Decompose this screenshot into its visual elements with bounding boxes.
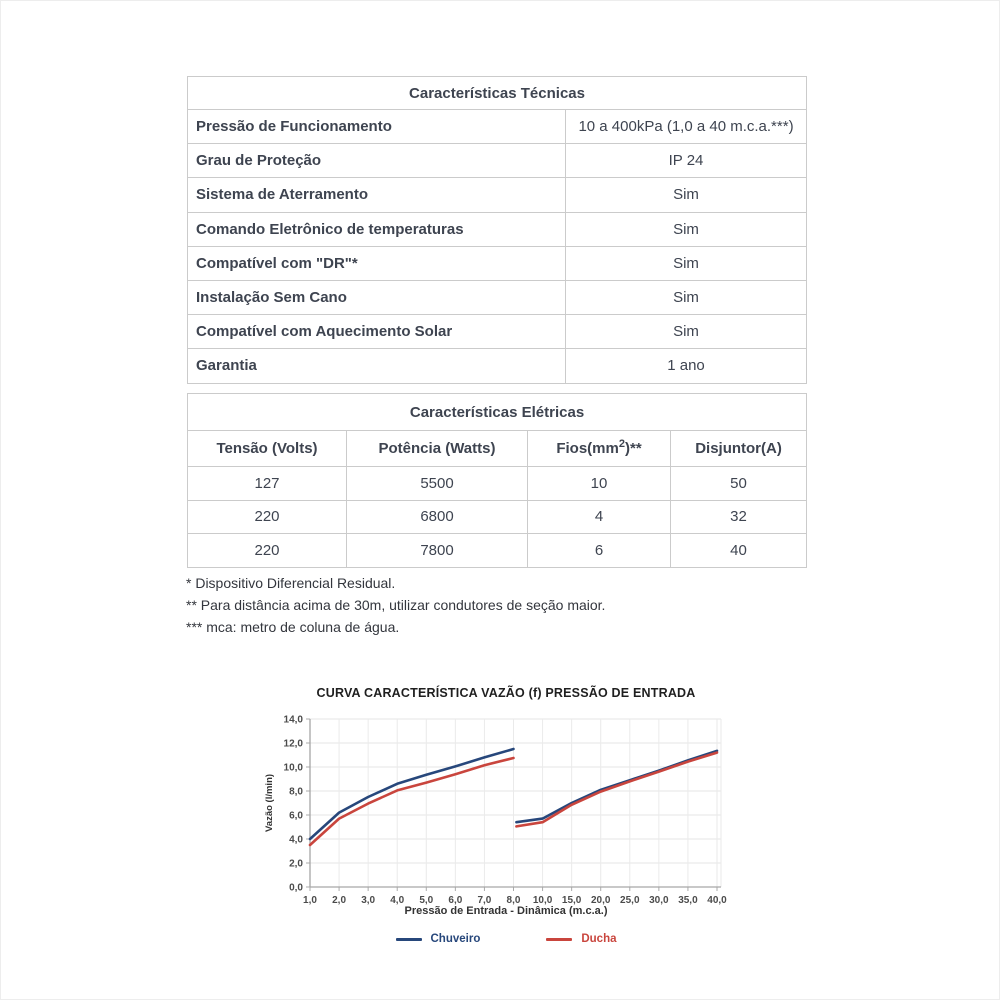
table-row xyxy=(188,77,807,110)
spec-label: Instalação Sem Cano xyxy=(188,280,566,314)
x-tick-label: 1,0 xyxy=(303,895,317,906)
legend-label-chuveiro: Chuveiro xyxy=(430,933,481,945)
chuveiro-line-swatch-icon xyxy=(396,938,422,941)
col-header-fios xyxy=(528,431,671,467)
technical-characteristics-table xyxy=(187,76,807,384)
y-tick-label: 14,0 xyxy=(283,714,303,726)
table-row xyxy=(188,500,807,534)
x-tick-label: 7,0 xyxy=(477,895,492,906)
cell-disjuntor: 40 xyxy=(671,534,807,568)
y-tick-label: 4,0 xyxy=(289,834,303,846)
table-row xyxy=(188,280,807,314)
cell-potencia: 5500 xyxy=(347,467,528,501)
y-tick-label: 6,0 xyxy=(289,810,303,822)
spec-label: Garantia xyxy=(188,349,566,383)
table-row xyxy=(188,144,807,178)
x-tick-label: 6,0 xyxy=(448,895,463,906)
spec-value: Sim xyxy=(566,315,807,349)
chart-plot-area xyxy=(250,706,762,912)
x-tick-label: 30,0 xyxy=(649,895,669,906)
y-tick-label: 0,0 xyxy=(289,882,303,894)
x-tick-label: 40,0 xyxy=(707,895,727,906)
x-tick-label: 25,0 xyxy=(620,895,640,906)
x-tick-label: 2,0 xyxy=(332,895,347,906)
legend-item-ducha xyxy=(546,933,616,945)
electrical-characteristics-table xyxy=(187,393,807,568)
spec-value: Sim xyxy=(566,280,807,314)
cell-potencia: 7800 xyxy=(347,534,528,568)
y-tick-label: 2,0 xyxy=(289,858,303,870)
cell-tensao: 220 xyxy=(188,500,347,534)
chart-title: CURVA CARACTERÍSTICA VAZÃO (f) PRESSÃO DE ENTRADA xyxy=(316,686,696,700)
flow-curve-chart xyxy=(250,686,762,966)
fios-superscript: 2 xyxy=(618,438,625,450)
spec-value: IP 24 xyxy=(566,144,807,178)
y-axis-title: Vazão (l/min) xyxy=(264,773,275,833)
x-tick-label: 15,0 xyxy=(561,895,582,906)
table-row xyxy=(188,534,807,568)
cell-disjuntor: 50 xyxy=(671,467,807,501)
series-line-chuveiro xyxy=(310,749,514,839)
col-header-potencia: Potência (Watts) xyxy=(347,431,528,467)
table-row xyxy=(188,110,807,144)
x-tick-label: 35,0 xyxy=(678,895,698,906)
chart-legend xyxy=(250,933,762,945)
spec-value: 10 a 400kPa (1,0 a 40 m.c.a.***) xyxy=(566,110,807,144)
spec-value: Sim xyxy=(566,246,807,280)
table-row xyxy=(188,467,807,501)
table-row xyxy=(188,178,807,212)
cell-fios: 6 xyxy=(528,534,671,568)
spec-label: Sistema de Aterramento xyxy=(188,178,566,212)
table-row xyxy=(188,394,807,431)
series-line-ducha xyxy=(310,758,514,845)
y-tick-label: 10,0 xyxy=(283,762,303,774)
col-header-disjuntor: Disjuntor(A) xyxy=(671,431,807,467)
x-tick-label: 3,0 xyxy=(361,895,376,906)
x-tick-label: 8,0 xyxy=(506,895,521,906)
table-row xyxy=(188,431,807,467)
spec-label: Pressão de Funcionamento xyxy=(188,110,566,144)
cell-potencia: 6800 xyxy=(347,500,528,534)
spec-label: Comando Eletrônico de temperaturas xyxy=(188,212,566,246)
table-row xyxy=(188,315,807,349)
table-title: Características Técnicas xyxy=(188,77,807,110)
cell-disjuntor: 32 xyxy=(671,500,807,534)
fios-suffix: )** xyxy=(624,440,642,457)
x-tick-label: 5,0 xyxy=(419,895,434,906)
x-axis-title: Pressão de Entrada - Dinâmica (m.c.a.) xyxy=(404,905,608,917)
y-tick-label: 12,0 xyxy=(283,738,303,750)
x-tick-label: 20,0 xyxy=(590,895,611,906)
x-tick-label: 4,0 xyxy=(390,895,405,906)
spec-value: Sim xyxy=(566,178,807,212)
cell-fios: 4 xyxy=(528,500,671,534)
spec-label: Compatível com "DR"* xyxy=(188,246,566,280)
footnote-condutores: ** Para distância acima de 30m, utilizar condutores de seção maior. xyxy=(186,597,606,613)
cell-tensao: 127 xyxy=(188,467,347,501)
table-row xyxy=(188,349,807,383)
footnote-dr: * Dispositivo Diferencial Residual. xyxy=(186,575,396,591)
x-tick-label: 10,0 xyxy=(532,895,553,906)
table-row xyxy=(188,246,807,280)
spec-value: Sim xyxy=(566,212,807,246)
fios-text: Fios(mm xyxy=(556,440,619,457)
col-header-tensao: Tensão (Volts) xyxy=(188,431,347,467)
cell-tensao: 220 xyxy=(188,534,347,568)
table-title: Características Elétricas xyxy=(188,394,807,431)
spec-label: Grau de Proteção xyxy=(188,144,566,178)
spec-label: Compatível com Aquecimento Solar xyxy=(188,315,566,349)
spec-value: 1 ano xyxy=(566,349,807,383)
footnotes xyxy=(186,572,605,638)
y-tick-label: 8,0 xyxy=(289,786,303,798)
cell-fios: 10 xyxy=(528,467,671,501)
footnote-mca: *** mca: metro de coluna de água. xyxy=(186,619,400,635)
legend-item-chuveiro xyxy=(396,933,481,945)
table-row xyxy=(188,212,807,246)
ducha-line-swatch-icon xyxy=(546,938,572,941)
legend-label-ducha: Ducha xyxy=(581,933,617,945)
